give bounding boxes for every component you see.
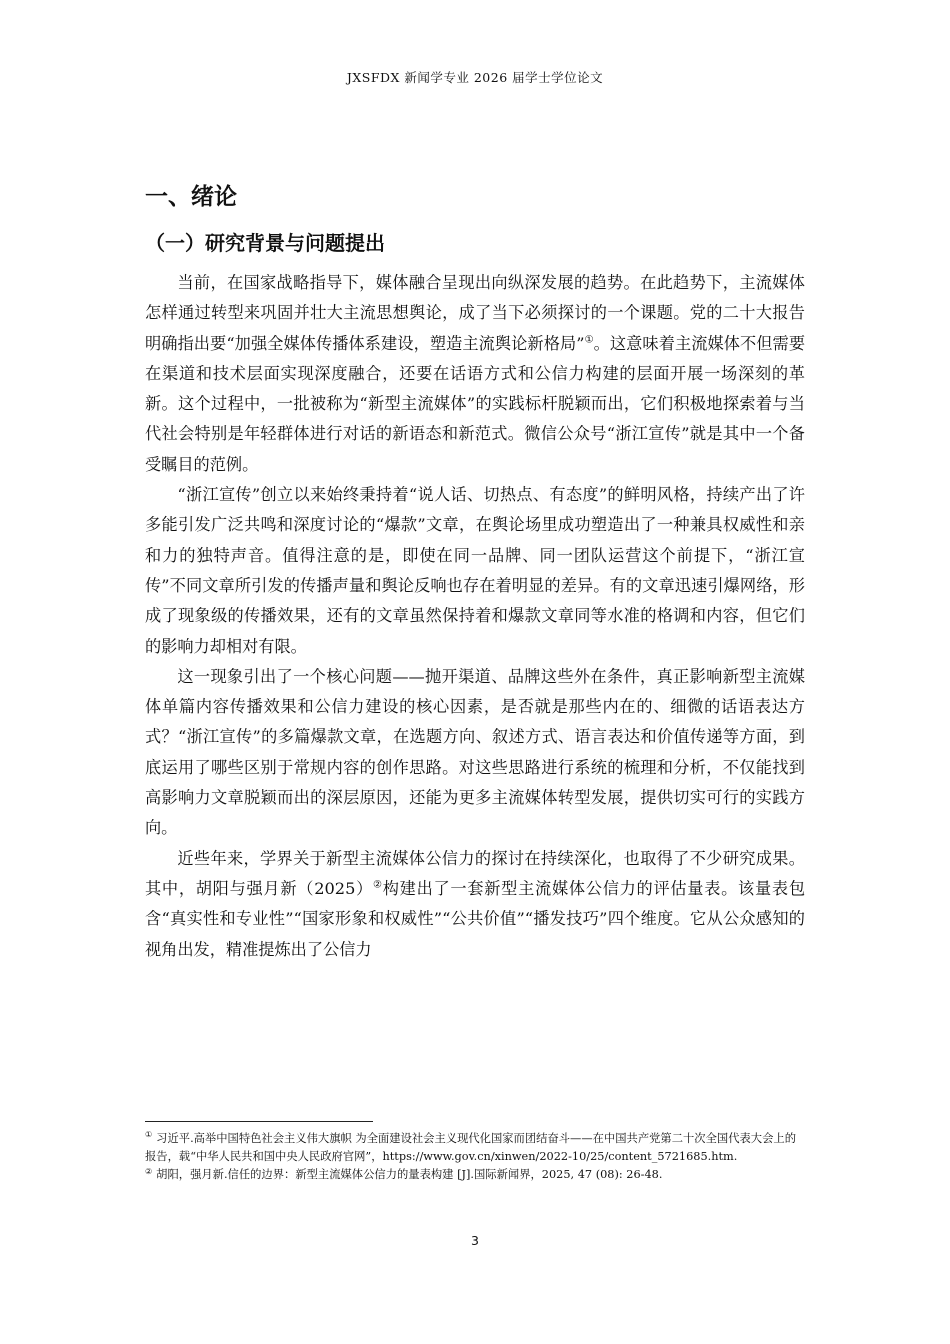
footnote-divider — [145, 1121, 373, 1122]
paragraph-1 — [145, 268, 805, 480]
subsection-title: （一）研究背景与问题提出 — [145, 231, 385, 255]
page-number: 3 — [471, 1233, 479, 1248]
body-text — [145, 268, 805, 965]
footnote-2-text: 胡阳，强月新.信任的边界：新型主流媒体公信力的量表构建 [J].国际新闻界，2025, 47 (08): 26-48. — [156, 1168, 663, 1182]
footnote-ref-1[interactable]: ① — [584, 334, 594, 346]
footnote-2 — [145, 1166, 805, 1184]
paragraph-4-text-a: 近些年来，学界关于新型主流媒体公信力的探讨在持续深化，也取得了不少研究成果。其中，胡阳与强月新（2025） — [145, 848, 805, 898]
running-header: JXSFDX 新闻学专业 2026 届学士学位论文 — [346, 70, 604, 85]
paragraph-4 — [145, 844, 805, 965]
section-title: 一、绪论 — [145, 184, 237, 210]
paragraph-1-text-b: 。这意味着主流媒体不但需要在渠道和技术层面实现深度融合，还要在话语方式和公信力构建的层面开展一场深刻的革新。这个过程中，一批被称为“新型主流媒体”的实践标杆脱颖而出，它们积极地探索着与当代社会特别是年轻群体进行对话的新语态和新范式。微信公众号“浙江宣传”就是其中一个备受瞩目的范例。 — [145, 333, 806, 474]
paragraph-4-text-b: 构建出了一套新型主流媒体公信力的评估量表。该量表包含“真实性和专业性”“国家形象和权威性”“公共价值”“播发技巧”四个维度。它从公众感知的视角出发，精准提炼出了公信力 — [145, 878, 805, 959]
paragraph-2: “浙江宣传”创立以来始终秉持着“说人话、切热点、有态度”的鲜明风格，持续产出了许多能引发广泛共鸣和深度讨论的“爆款”文章，在舆论场里成功塑造出了一种兼具权威性和亲和力的独特声音。值得注意的是，即使在同一品牌、同一团队运营这个前提下，“浙江宣传”不同文章所引发的传播声量和舆论反响也存在着明显的差异。有的文章迅速引爆网络，形成了现象级的传播效果，还有的文章虽然保持着和爆款文章同等水准的格调和内容，但它们的影响力却相对有限。 — [145, 485, 805, 656]
paragraph-1-text-a: 当前，在国家战略指导下，媒体融合呈现出向纵深发展的趋势。在此趋势下，主流媒体怎样通过转型来巩固并壮大主流思想舆论，成了当下必须探讨的一个课题。党的二十大报告明确指出要“加强全媒体传播体系建设，塑造主流舆论新格局” — [145, 273, 805, 353]
footnotes — [145, 1130, 805, 1185]
footnote-1-text: 习近平.高举中国特色社会主义伟大旗帜 为全面建设社会主义现代化国家而团结奋斗——在中国共产党第二十次全国代表大会上的报告，载“中华人民共和国中央人民政府官网”，https://www.gov.cn/xinwen/2022-10/25/content_5721685.htm. — [145, 1132, 796, 1164]
footnote-1 — [145, 1130, 805, 1166]
footnote-2-mark: ② — [145, 1166, 153, 1176]
paragraph-3: 这一现象引出了一个核心问题——抛开渠道、品牌这些外在条件，真正影响新型主流媒体单篇内容传播效果和公信力建设的核心因素，是否就是那些内在的、细微的话语表达方式？“浙江宣传”的多篇爆款文章，在选题方向、叙述方式、语言表达和价值传递等方面，到底运用了哪些区别于常规内容的创作思路。对这些思路进行系统的梳理和分析，不仅能找到高影响力文章脱颖而出的深层原因，还能为更多主流媒体转型发展，提供切实可行的实践方向。 — [145, 666, 805, 838]
footnote-1-mark: ① — [145, 1130, 153, 1140]
footnote-ref-2[interactable]: ② — [373, 879, 383, 891]
